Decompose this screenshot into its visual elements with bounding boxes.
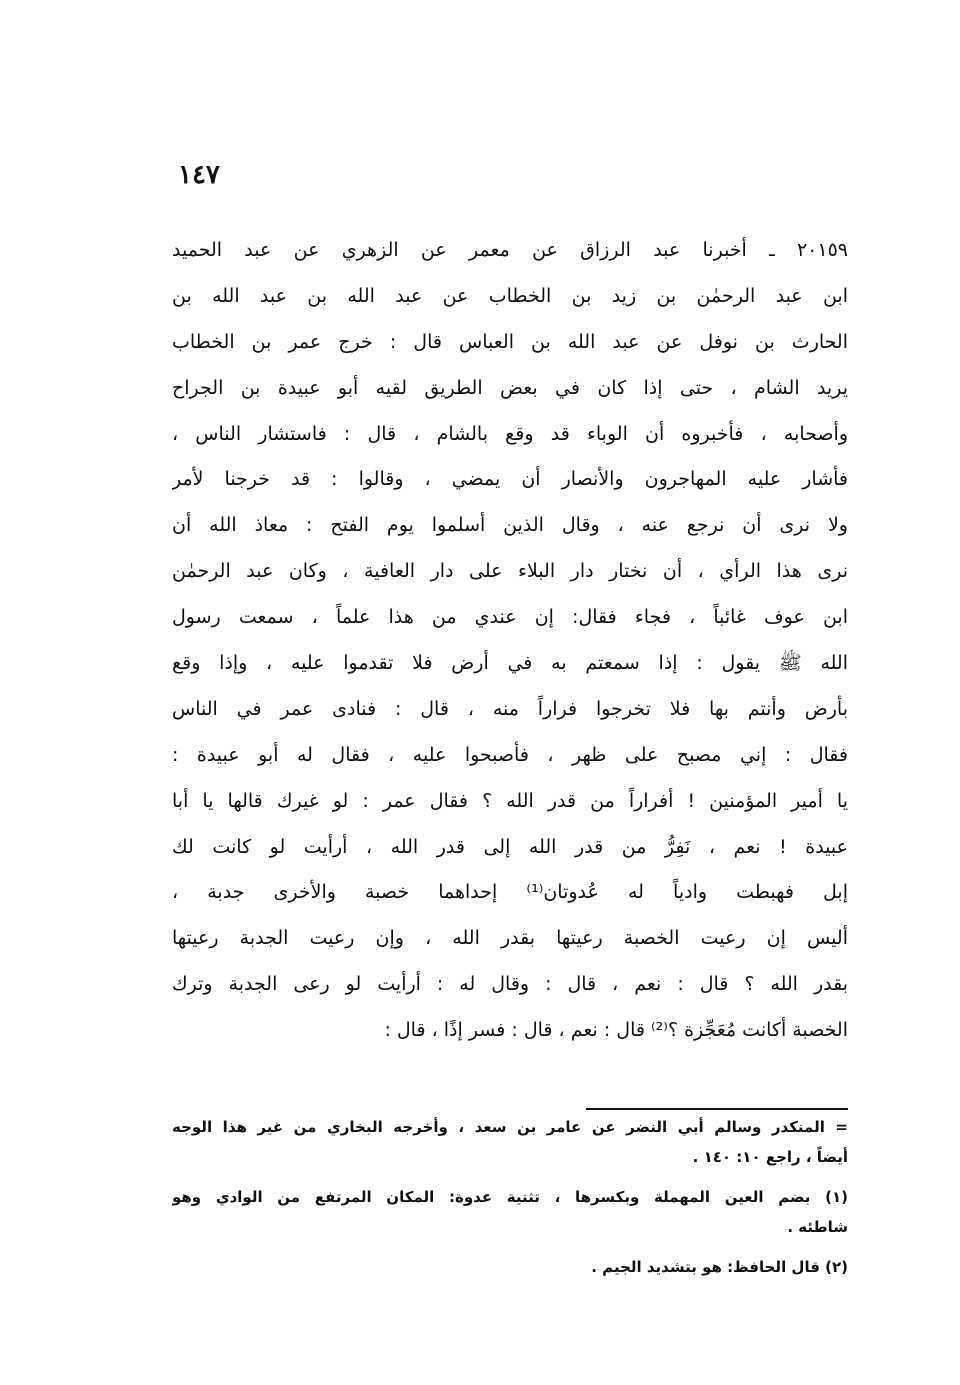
text-line: ابن عوف غائباً ، فجاء فقال: إن عندي من هذا علماً ، سمعت رسول: [172, 606, 848, 629]
text-line: ولا نرى أن نرجع عنه ، وقال الذين أسلموا يوم الفتح : معاذ الله أن: [172, 514, 848, 537]
text-line: ابن عبد الرحمٰن بن زيد بن الخطاب عن عبد الله بن عبد الله بن: [172, 284, 848, 307]
text-line: الخصبة أكانت مُعَجِّزة ؟⁽²⁾ قال : نعم ، قال : فسر إذًا ، قال :: [384, 1019, 848, 1042]
footnote-divider: [586, 1108, 848, 1110]
text-line: ٢٠١٥٩ ـ أخبرنا عبد الرزاق عن معمر عن الزهري عن عبد الحميد: [172, 239, 848, 261]
text-line: إبل فهبطت وادياً له عُدوتان⁽¹⁾ إحداهما خصبة والأخرى جدبة ،: [172, 881, 848, 904]
text-line: فأشار عليه المهاجرون والأنصار أن يمضي ، وقالوا : قد خرجنا لأمر: [172, 468, 848, 491]
footnote-line: شاطئه .: [787, 1218, 848, 1236]
footnote-line: = المنكدر وسالم أبي النضر عن عامر بن سعد ، وأخرجه البخاري من غير هذا الوجه: [172, 1118, 848, 1136]
text-line: عبيدة ! نعم ، نَفِرُّ من قدر الله إلى قدر الله ، أرأيت لو كانت لك: [172, 835, 848, 858]
footnotes: [172, 1112, 848, 1282]
footnote-line: (١) بضم العين المهملة وبكسرها ، تثنية عدوة: المكان المرتفع من الوادي وهو: [172, 1188, 848, 1206]
text-line: وأصحابه ، فأخبروه أن الوباء قد وقع بالشام ، قال : فاستشار الناس ،: [172, 422, 848, 445]
text-line: يريد الشام ، حتى إذا كان في بعض الطريق لقيه أبو عبيدة بن الجراح: [172, 376, 848, 399]
text-line: بأرض وأنتم بها فلا تخرجوا فراراً منه ، قال : فنادى عمر في الناس: [172, 697, 848, 720]
footnote-line: (٢) قال الحافظ: هو بتشديد الجيم .: [591, 1258, 848, 1276]
footnote-line: أيضاً ، راجع ١٠: ١٤٠ .: [692, 1148, 848, 1166]
text-line: بقدر الله ؟ قال : نعم ، قال : وقال له : أرأيت لو رعى الجدبة وترك: [172, 973, 848, 996]
text-line: الله ﷺ يقول : إذا سمعتم به في أرض فلا تقدموا عليه ، وإذا وقع: [172, 652, 848, 675]
text-line: يا أمير المؤمنين ! أفراراً من قدر الله ؟ فقال عمر : لو غيرك قالها يا أبا: [172, 789, 848, 812]
hadith-text: [172, 228, 848, 1054]
page-number: ١٤٧: [178, 160, 220, 190]
text-line: أليس إن رعيت الخصبة رعيتها بقدر الله ، وإن رعيت الجدبة رعيتها: [172, 927, 848, 950]
text-line: فقال : إني مصبح على ظهر ، فأصبحوا عليه ، فقال له أبو عبيدة :: [172, 743, 848, 766]
text-line: نرى هذا الرأي ، أن نختار دار البلاء على دار العافية ، وكان عبد الرحمٰن: [172, 560, 848, 583]
text-line: الحارث بن نوفل عن عبد الله بن العباس قال : خرج عمر بن الخطاب: [172, 330, 848, 353]
